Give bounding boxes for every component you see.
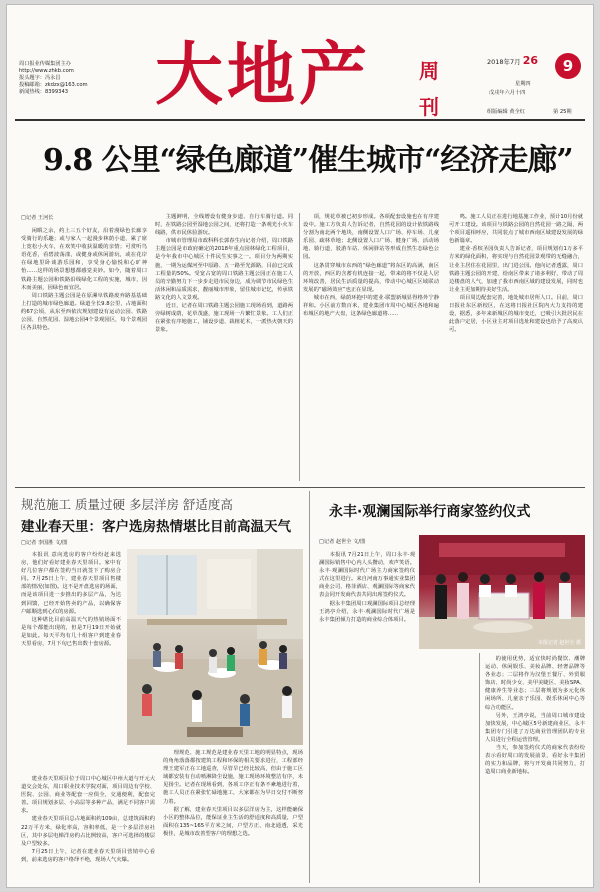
article3-byline: □记者 赵世全 文/图 xyxy=(319,539,366,545)
paragraph: 近日，记者在周口铁路主题公园施工现场看到，道路两旁绿树成荫，花草茂盛，施工现场一片繁忙景象。工人们正在紧张有序地施工，铺设步道、栽植花木，一派热火朝天的景象。 xyxy=(155,303,293,334)
paragraph: 建业·香槟圣园负责人告诉记者，项目规划有1万多平方米的绿化面积，将实现与自然花园景观带的无缝融合，让业主居住在花园里，出门进公园。他向记者透露，周口铁路主题公园的开建，给南区带来了诸多利好，带动了周边楼盘的人气，加速了我市西南区域的建设发展，同时也让业主更加期待美好生活。 xyxy=(449,246,583,293)
page-number-badge xyxy=(555,53,581,79)
article1-column-1 xyxy=(21,227,147,481)
article1-column-2 xyxy=(155,213,293,481)
article1-column-3 xyxy=(303,213,439,481)
article2-column-1 xyxy=(21,551,121,771)
masthead-title: 大地产 xyxy=(155,35,372,115)
masthead-kan: 刊 xyxy=(419,95,439,119)
article1-column-4 xyxy=(449,213,583,481)
paragraph: 7月25日上午，记者在建业春天里项目营销中心看到，前来选房的客户络绎不绝，现场人气火爆。 xyxy=(21,848,155,863)
ceremony-scene-icon xyxy=(419,535,585,649)
headline: 9.8 公里“绿色廊道”催生城市“经济走廊” xyxy=(43,143,573,178)
masthead-rule xyxy=(15,119,585,121)
weekday: 星期四 xyxy=(515,81,531,87)
publisher-line: 投稿邮箱：zkdzx@163.com xyxy=(19,82,88,88)
sales-office-scene-icon xyxy=(127,549,303,745)
article1-byline: □记者 王河长 xyxy=(21,215,54,221)
paragraph: 市城市管理局市政科科长郭春生向记者介绍，周口铁路主题公园是市政府确定的2018年重点园林绿化工程项目，是今年我市中心城区十件民生实事之一。项目分为两期实施，一期为运煤河至中原路、五一路至光源路，目前已完成工程量的50%。受宽占宽的周口铁路主题公园正在施工人员的辛勤努力下一步步走进市民身边，成为调节市民绿色生活休闲和品质需求，靓丽城市形象，留住城市记忆，传承铁路文化的人文景观。 xyxy=(155,238,293,301)
column-rule xyxy=(309,491,310,883)
publisher-line: http://www.zhkb.com xyxy=(19,68,74,74)
paragraph: 主题鲜明，全线增设有健身步道、自行车骑行道。同时，在铁路公园至湿地公园之间，还将打造一条观光小火车线路，供市民休验游玩。 xyxy=(155,214,293,237)
paragraph: 城市在西，绿荫环抱中的建业·联盟新城显得格外宁静祥和。小区前方数百米，建业集团市周中心城区各地和遍布城区的地产大盘，这条绿色廊道将…… xyxy=(303,294,439,318)
paragraph: 本报讯 7月21日上午，周口永丰·观澜国际销售中心内人头攒动，欢声笑语。永丰·观澜国际时代广场主力商家签约仪式在这里进行。来自河南万事通实业集团商业公司、格菲酒店、观澜国际等商家代表会同开发商代表共同出席签约仪式。 xyxy=(319,552,415,599)
column-rule xyxy=(479,653,480,883)
paragraph: 理规范、施工规范是建业春天里工地的明显特点，现场的角角落落都按建筑工程和环保的相关要求进行，工程部经理王建军正在工地巡查，尽管旱已经比较高，但由于施工区域都安装有自动喷淋降尘设施，施工现场环境整洁有序，未见扬尘。记者在现场看到，各项工序正有条不紊地进行着，施工人员正在紧张忙碌地施工，大家都在为早日交付不断努力着。 xyxy=(163,750,303,805)
publisher-line: 新闻热线：8399343 xyxy=(19,89,69,95)
article3-title: 永丰·观澜国际举行商家签约仪式 xyxy=(329,504,531,520)
signing-ceremony-photo xyxy=(419,535,585,649)
newspaper-page xyxy=(6,4,594,888)
paragraph: 鸣。施工人员正在进行地基施工作业，预计10月份就可开工建设。该项目与铁路公园的自然花园一路之隔，两个项目遥相呼应，共同装点了城市西南区域建设发展的绿色新篇章。 xyxy=(449,214,583,245)
page-number: 9 xyxy=(562,57,574,75)
paragraph: 项，规花草被已初步形成。各项配套设施也在有序建设中。施工方负责人告诉记者，自然花园的设计依铁路线分割为南北两个地块，南侧设置人口广场、停车场、儿童乐园、疏林草地；北侧设置人口广场、健身广场、活动场地、骑行道，驳游车站、休闲驿站等形成自然生态绿色公园。 xyxy=(303,214,439,261)
paragraph: 据了解，建业春天里项目以多层洋房为主，这样能确保小区的整体品位，能保证业主生活的舒适度和高质量，户型面积在135~165平方米之间，户型方正，南北通透，采光极佳，是城市改善型客户的理想之选。 xyxy=(163,806,303,837)
paragraph: 另外，王鸿亭说，当前周口城市建设加快发展，中心城区5号新建商业区，永丰集团专门引进了万达商业管理团队的专业人员进行全程运营管理。 xyxy=(485,712,585,743)
publisher-info xyxy=(19,61,129,96)
article3-column-1 xyxy=(319,551,415,881)
article2-title: 建业春天里：客户选房热情堪比目前高温天气 xyxy=(21,519,291,535)
photo-caption: 本报记者 赵世全 摄 xyxy=(537,640,581,646)
article2-column-2 xyxy=(21,775,155,881)
paragraph: 建业春天里项目总占地面积约109亩，总建筑面积约22万平方米，绿化率高，容积率低，是一个多层洋房社区，其中多层电梯洋房约占比例较高，客户可选择的楼层及户型较多。 xyxy=(21,816,155,847)
paragraph: 这种堪比目前高温天气的热销场面不是每个都能出现的，但是7月19日开始就是如此。每天平均有几十组客户到建业春天里看房，7月下旬已售出数十套房源。 xyxy=(21,616,121,648)
paragraph: 周口铁路主题公园是在原漯阜铁路废弃路基基础上打造的城市绿色廊道。绿道全长9.8公里，占地面积约67公顷，从东至西依次规划建设有运动公园、铁路公园、自然花园、湿地公园4个景观园区，每个景观园区各具特色。 xyxy=(21,292,147,332)
paragraph: 的使用优势，适宜快时尚餐饮、潮牌运动、休闲娱乐、美妆品牌、轻奢品牌等各业态；二层将作为汉堡王餐厅、外贸服饰店、时尚少女、美甲美睫区、美妆SPA、健康养生等业态；三层将规划为多元化休闲场所、儿童亲子乐园、娱乐休闲中心等综合功能区。 xyxy=(485,656,585,711)
date-day: 26 xyxy=(522,54,539,67)
sales-office-photo xyxy=(127,549,303,745)
masthead-zhou: 周 xyxy=(419,59,439,83)
paragraph: 当天，参加签约仪式的商家代表纷纷表示看好周口的发展前景，看好永丰集团的实力和品牌，将与开发商共同努力，打造周口商业新地标。 xyxy=(485,745,585,776)
article2-kicker: 规范施工 质量过硬 多层洋房 舒适度高 xyxy=(21,497,233,512)
section-rule xyxy=(15,487,585,488)
publisher-line: 报头题字：冯永昌 xyxy=(19,75,61,81)
paragraph: 本报讯 意向选房的客户纷纷赶来选房，他们好看好建业春天里项目。家中有好几位客户都在签约当日就签下了购房合同。7月25日上午，建业春天里项目售楼部的情况(如图)。这不是开盘选房的场面，而是该项目进一步推出的多层产品，为达到回馈，已经开始售卖的产品，以确保客户邮顺选到心仪的房源。 xyxy=(21,552,121,615)
layout-editor: 组版编辑 黄全红 xyxy=(487,109,525,115)
article3-column-2 xyxy=(485,655,585,881)
issue-number: 第 25期 xyxy=(553,109,572,115)
paragraph: 这条贯穿城市东西的“绿色廊道”将东区的高满，南区的开放，西区的含蓄有机连接一起，带来的将不仅是人居环境改善，居民生活质量的提高，带动中心城区区域联动发展的“磁场效应”也正在显现。 xyxy=(303,262,439,293)
column-rule xyxy=(299,213,300,481)
paragraph: 闲暇之余，约上三五个好友，沿着漫绿色长廊享受骑行的乐趣；或与家人一起漫步林荫小道，累了席上宽松小火车，在欢笑中收获温暖的亲情；可赏听鸟语花香，看碧波荡漾，或健身或休闲游玩，或在花岸在绿地里卧谈游乐园和，享受身心愉悦和心旷神怡……这样的场景想想都感觉美妙。如今，随着周口铁路主题公园和铁路沿线绿化工程的实施，城市，因木而美丽，因绿色而宜居。 xyxy=(21,228,147,291)
lunar-date: 戊戌年六月十四 xyxy=(489,90,526,96)
paragraph: 项目周边配套完善，地处城市居所人口。目前，周口日报社东区新校区，在这将日报社区院内大力支持的建设，据悉，多年来新城区的城市变迁，已吸引大批居民在此落户定居，小区业主对项目选址和建设也给予了高度认可。 xyxy=(449,294,583,334)
article2-byline: □记者 李国胜 文/图 xyxy=(21,540,68,546)
date-text: 2018年7月 xyxy=(487,58,521,66)
publisher-line: 周口报业传媒集团主办 xyxy=(19,61,71,67)
paragraph: 据永丰集团周口观澜国际项目总经理王鸿亭介绍，永丰·观澜国际时代广场是永丰集团倾力打造的商业综合体项目。 xyxy=(319,600,415,623)
issue-date xyxy=(487,54,539,67)
article2-column-3 xyxy=(163,749,303,881)
paragraph: 建业春天里项目位于周口中心城区中州大道与开元大道交会处东，周口职业技术学院对面，项目周边有学校、医院、公园、商业等配套一应俱全，交通便利，配套完善。项目规划多层、小高层等多种产品，满足不同客户需求。 xyxy=(21,776,155,815)
